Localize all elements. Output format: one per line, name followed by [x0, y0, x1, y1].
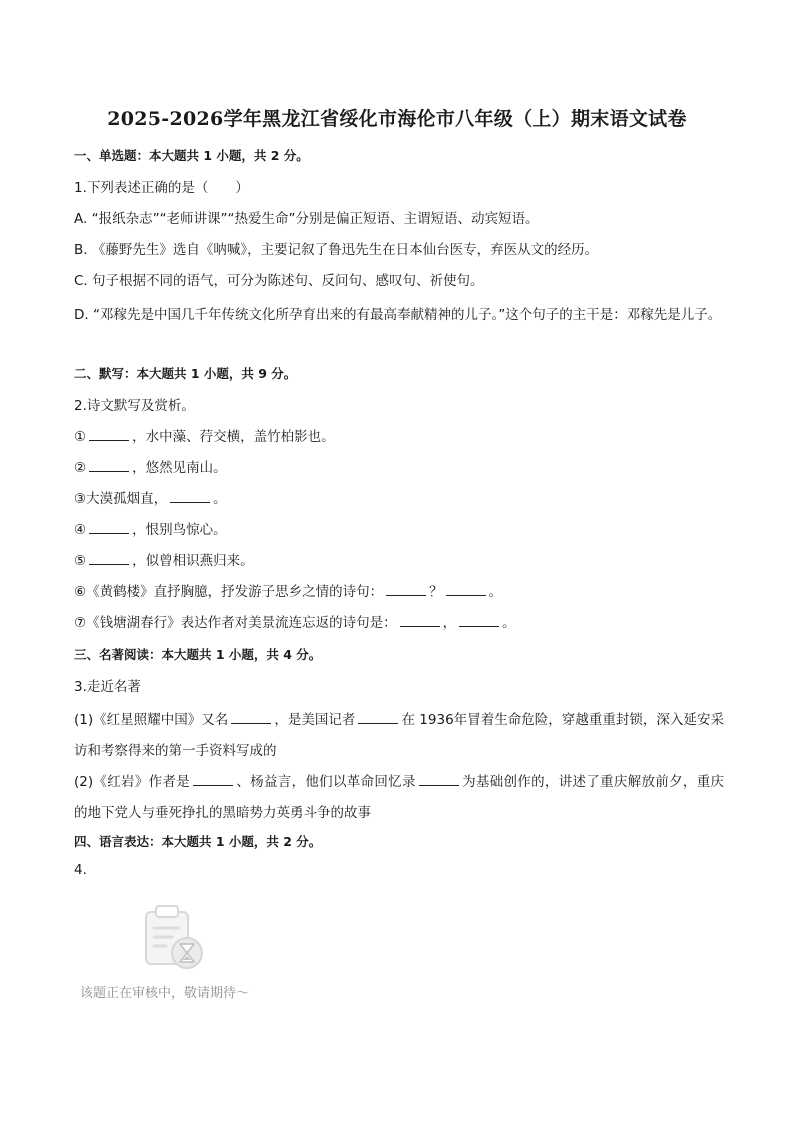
fill-item-7-prefix: ⑦《钱塘湖春行》表达作者对美景流连忘返的诗句是： [74, 615, 397, 631]
fill-item-5-suffix: ，似曾相识燕归来。 [132, 553, 254, 569]
fill-item-7 [74, 611, 516, 631]
fill-item-4 [74, 518, 227, 538]
fill-item-3-prefix: ③大漠孤烟直， [74, 491, 168, 507]
page-title: 2025-2026学年黑龙江省绥化市海伦市八年级（上）期末语文试卷 [107, 108, 687, 130]
answer-blank[interactable] [459, 614, 499, 627]
answer-blank[interactable] [386, 583, 426, 596]
fill-item-6 [74, 580, 502, 600]
question-1-option-c: C. 句子根据不同的语气，可分为陈述句、反问句、感叹句、祈使句。 [74, 273, 484, 289]
part-1-text-a: (1)《红星照耀中国》又名 [74, 712, 229, 728]
fill-item-5-prefix: ⑤ [74, 553, 87, 569]
question-1-stem: 1.下列表述正确的是（ ） [74, 180, 249, 196]
fill-item-3 [74, 487, 227, 507]
question-3-part-1 [74, 705, 724, 767]
fill-item-3-suffix: 。 [213, 491, 227, 507]
answer-blank[interactable] [419, 773, 459, 786]
answer-blank[interactable] [170, 490, 210, 503]
fill-item-7-suffix: 。 [502, 615, 516, 631]
fill-item-4-suffix: ，恨别鸟惊心。 [132, 522, 227, 538]
part-2-text-c: 为基础创作的，讲述了重庆解放前夕，重庆的地下党人与垂死挣扎的黑暗势力英勇斗争的故事 [74, 774, 725, 821]
clipboard-hourglass-icon [140, 902, 210, 972]
fill-item-6-middle: ？ [429, 584, 443, 600]
answer-blank[interactable] [89, 459, 129, 472]
answer-blank[interactable] [89, 521, 129, 534]
section-heading-1: 一、单选题：本大题共 1 小题，共 2 分。 [74, 148, 309, 163]
part-1-text-c: 在 1936年冒着生命危险，穿越重重封锁，深入延安采访和考察得来的第一手资料写成的 [74, 712, 725, 759]
fill-item-2 [74, 456, 227, 476]
part-2-text-b: 、杨益言，他们以革命回忆录 [236, 774, 416, 790]
answer-blank[interactable] [446, 583, 486, 596]
question-1-option-d: D. “邓稼先是中国几千年传统文化所孕育出来的有最高奉献精神的儿子。”这个句子的主干是：邓稼先是儿子。 [74, 307, 722, 323]
question-1-option-a: A. “报纸杂志”“老师讲课”“热爱生命”分别是偏正短语、主谓短语、动宾短语。 [74, 211, 539, 227]
section-heading-4: 四、语言表达：本大题共 1 小题，共 2 分。 [74, 834, 322, 849]
answer-blank[interactable] [89, 552, 129, 565]
answer-blank[interactable] [89, 428, 129, 441]
fill-item-1-suffix: ，水中藻、荇交横，盖竹柏影也。 [132, 429, 335, 445]
fill-item-2-suffix: ，悠然见南山。 [132, 460, 227, 476]
question-4-stem: 4. [74, 862, 87, 878]
fill-item-6-suffix: 。 [488, 584, 503, 600]
fill-item-1 [74, 425, 335, 445]
question-3-stem: 3.走近名著 [74, 679, 141, 695]
fill-item-7-middle: ， [442, 615, 457, 631]
fill-item-5 [74, 549, 254, 569]
answer-blank[interactable] [400, 614, 440, 627]
answer-blank[interactable] [231, 711, 271, 724]
answer-blank[interactable] [358, 711, 398, 724]
part-1-text-b: ，是美国记者 [274, 712, 356, 728]
question-3-part-2 [74, 767, 724, 829]
fill-item-4-prefix: ④ [74, 522, 87, 538]
question-2-stem: 2.诗文默写及赏析。 [74, 398, 195, 414]
section-heading-3: 三、名著阅读：本大题共 1 小题，共 4 分。 [74, 647, 322, 662]
review-status-text: 该题正在审核中，敬请期待～ [80, 986, 250, 1001]
section-heading-2: 二、默写：本大题共 1 小题，共 9 分。 [74, 366, 297, 381]
fill-item-2-prefix: ② [74, 460, 87, 476]
answer-blank[interactable] [193, 773, 233, 786]
fill-item-6-prefix: ⑥《黄鹤楼》直抒胸臆，抒发游子思乡之情的诗句： [74, 584, 384, 600]
fill-item-1-prefix: ① [74, 429, 87, 445]
part-2-text-a: (2)《红岩》作者是 [74, 774, 191, 790]
question-1-option-b: B. 《藤野先生》选自《呐喊》，主要记叙了鲁迅先生在日本仙台医专，弃医从文的经历。 [74, 242, 599, 258]
